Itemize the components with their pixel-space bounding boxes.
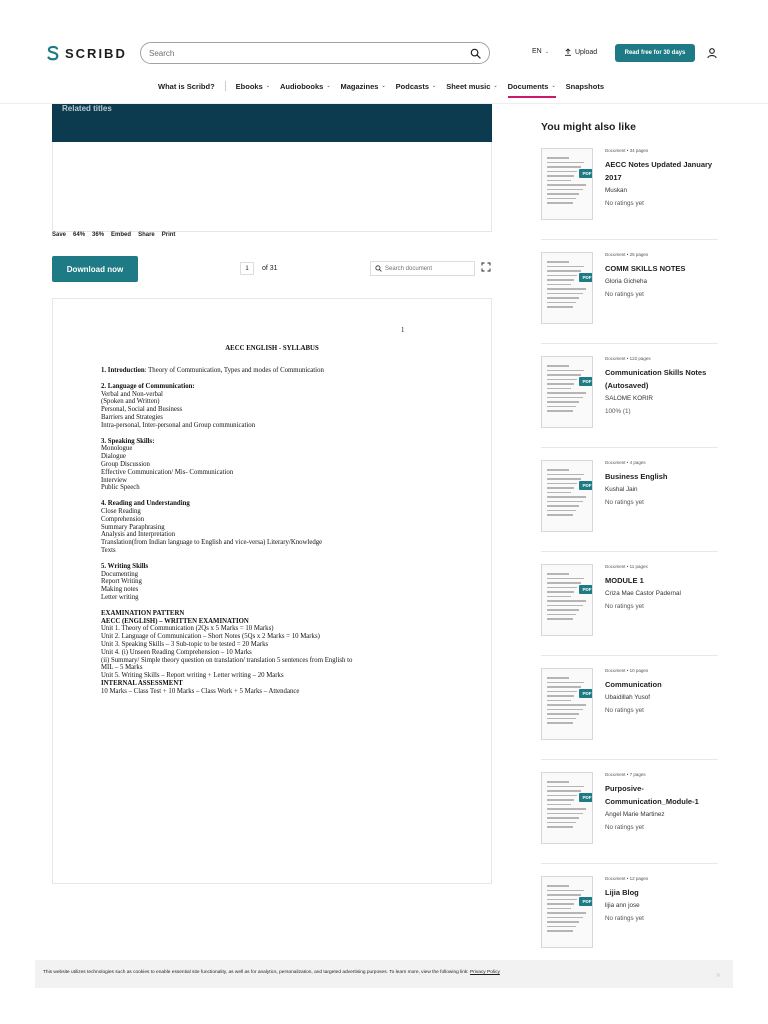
thumbnail-text-lines <box>547 573 587 623</box>
recommendation-item[interactable] <box>541 668 718 772</box>
recommendation-author[interactable]: Ubaidillah Yusof <box>605 694 651 701</box>
recommendation-divider <box>541 551 718 552</box>
document-thumbnail[interactable] <box>541 772 593 844</box>
thumbnail-line <box>547 899 577 901</box>
document-line: AECC (ENGLISH) – WRITTEN EXAMINATION <box>101 617 249 625</box>
document-line: EXAMINATION PATTERN <box>101 609 185 617</box>
thumbnail-line <box>547 302 576 304</box>
nav-item-magazines[interactable] <box>341 82 386 91</box>
recommendation-author[interactable]: Angel Marie Martinez <box>605 811 665 818</box>
thumbnail-text-lines <box>547 157 587 207</box>
thumbnail-line <box>547 682 584 684</box>
recommendation-title[interactable]: MODULE 1 <box>605 576 644 585</box>
read-free-button[interactable]: Read free for 30 days <box>615 44 695 62</box>
thumbnail-line <box>547 908 571 910</box>
thumbnail-text-lines <box>547 261 587 311</box>
document-line: Unit 3. Speaking Skills – 3 Sub-topic to be tested = 20 Marks <box>101 640 269 648</box>
recommendation-author[interactable]: Gloria Gicheha <box>605 278 647 285</box>
recommendation-rating: No ratings yet <box>605 707 644 714</box>
pdf-badge: PDF <box>579 689 593 698</box>
save-button[interactable]: Save <box>52 232 67 238</box>
recommendation-rating: No ratings yet <box>605 824 644 831</box>
recommendation-meta: Document • 11 pages <box>605 564 648 569</box>
cookie-text: This website utilizes technologies such as cookies to enable essential site functionality, as well as for analytics, personalization, and targeted advertising purposes. To learn more, view the following link: <box>43 970 469 975</box>
recommendation-title[interactable]: AECC Notes Updated January 2017 <box>605 160 713 182</box>
document-line: Texts <box>101 546 116 554</box>
pdf-badge: PDF <box>579 169 593 178</box>
thumbnail-line <box>547 279 574 281</box>
thumbnail-line <box>547 781 569 783</box>
thumbnail-line <box>547 921 579 923</box>
thumbnail-line <box>547 474 584 476</box>
thumbnail-line <box>547 297 579 299</box>
thumbnail-line <box>547 379 577 381</box>
document-line: Making notes <box>101 586 139 594</box>
thumbnail-line <box>547 722 573 724</box>
thumbnail-line <box>547 483 577 485</box>
thumbnail-line <box>547 162 584 164</box>
thumbnail-line <box>547 388 571 390</box>
document-line: Verbal and Non-verbal <box>101 390 163 398</box>
document-line: Documenting <box>101 570 138 578</box>
thumbnail-line <box>547 790 581 792</box>
document-line: (ii) Summary/ Simple theory question on translation/ translation 5 sentences from English to <box>101 656 353 664</box>
thumbnail-line <box>547 261 569 263</box>
recommendation-title[interactable]: Communication Skills Notes (Autosaved) <box>605 368 707 390</box>
recommendation-divider <box>541 447 718 448</box>
thumbnail-line <box>547 686 581 688</box>
thumbnail-line <box>547 383 574 385</box>
download-button[interactable]: Download now <box>52 256 138 282</box>
thumbnail-line <box>547 189 583 191</box>
recommendation-meta: Document • 7 pages <box>605 772 646 777</box>
document-title: AECC ENGLISH - SYLLABUS <box>225 345 319 352</box>
scribd-logo-icon <box>46 45 60 61</box>
thumbnail-line <box>547 374 581 376</box>
thumbnail-line <box>547 894 581 896</box>
nav-item-what-is-scribd[interactable] <box>158 82 215 91</box>
recommendation-title[interactable]: Purposive-Communication_Module-1 <box>605 784 699 806</box>
thumbnail-line <box>547 284 571 286</box>
document-line: Unit 4. (i) Unseen Reading Comprehension – 10 Marks <box>101 648 252 656</box>
document-line: Intra-personal, Inter-personal and Group communication <box>101 421 256 429</box>
thumbnail-line <box>547 175 574 177</box>
recommendation-text <box>605 158 720 210</box>
document-thumbnail[interactable] <box>541 460 593 532</box>
recommendation-title[interactable]: Lijia Blog <box>605 888 639 897</box>
thumbnail-line <box>547 704 586 706</box>
thumbnail-line <box>547 885 569 887</box>
document-line: Interview <box>101 476 128 484</box>
thumbnail-line <box>547 410 573 412</box>
paragraph-gap <box>101 375 461 383</box>
nav-item-label: Audiobooks <box>279 81 324 91</box>
chevron-down-icon: ⌄ <box>544 48 549 55</box>
thumbnail-line <box>547 193 579 195</box>
banner-label: Related titles <box>62 104 112 113</box>
embed-button[interactable]: Embed <box>111 232 132 238</box>
main-nav <box>158 81 614 91</box>
recommendation-meta: Document • 4 pages <box>605 460 646 465</box>
thumbnail-line <box>547 804 571 806</box>
chevron-down-icon: ⌄ <box>265 83 270 89</box>
document-line: Unit 2. Language of Communication – Short Notes (5Qs x 2 Marks = 10 Marks) <box>101 633 320 641</box>
thumbnail-line <box>547 401 579 403</box>
recommendation-author[interactable]: Kushal Jain <box>605 486 638 493</box>
page-navigator <box>240 262 278 275</box>
document-line: Letter writing <box>101 593 139 601</box>
chevron-down-icon: ⌄ <box>326 83 331 89</box>
thumbnail-line <box>547 609 579 611</box>
thumbnail-line <box>547 591 574 593</box>
recommendation-divider <box>541 863 718 864</box>
recommendation-title[interactable]: COMM SKILLS NOTES <box>605 264 686 273</box>
recommendation-title[interactable]: Business English <box>605 472 668 481</box>
recommendation-author[interactable]: Muskan <box>605 187 628 194</box>
recommendation-rating: No ratings yet <box>605 915 644 922</box>
thumbnail-text-lines <box>547 677 587 727</box>
thumbnail-line <box>547 587 577 589</box>
thumbnail-line <box>547 492 571 494</box>
pdf-badge: PDF <box>579 481 593 490</box>
thumbnail-line <box>547 487 574 489</box>
thumbnail-line <box>547 514 573 516</box>
recommendation-rating: No ratings yet <box>605 499 644 506</box>
recommendation-divider <box>541 239 718 240</box>
nav-item-sheet-music[interactable] <box>446 82 497 91</box>
related-titles-banner <box>52 104 492 142</box>
thumbnail-line <box>547 826 573 828</box>
recommendation-divider <box>541 759 718 760</box>
pdf-badge: PDF <box>579 273 593 282</box>
thumbnail-text-lines <box>547 781 587 831</box>
thumbnail-line <box>547 184 586 186</box>
recommendation-text <box>605 366 720 418</box>
document-search-placeholder: Search document <box>385 265 433 272</box>
document-thumbnail[interactable] <box>541 876 593 948</box>
recommendation-rating: No ratings yet <box>605 200 644 207</box>
document-line: Monologue <box>101 445 133 453</box>
thumbnail-line <box>547 596 571 598</box>
thumbnail-line <box>547 605 583 607</box>
document-line: Report Writing <box>101 578 142 586</box>
recommendation-author[interactable]: SALOME KORIR <box>605 395 653 402</box>
document-line: Group Discussion <box>101 460 150 468</box>
thumbnail-line <box>547 275 577 277</box>
pdf-badge: PDF <box>579 897 593 906</box>
fullscreen-icon[interactable] <box>481 262 491 272</box>
nav-divider <box>225 81 226 91</box>
thumbnail-line <box>547 786 584 788</box>
thumbnail-line <box>547 614 576 616</box>
thumbnail-line <box>547 691 577 693</box>
recommendation-meta: Document • 34 pages <box>605 148 649 153</box>
nav-item-label: Ebooks <box>235 81 263 91</box>
recommendation-item[interactable] <box>541 148 718 252</box>
thumbnail-line <box>547 912 586 914</box>
chevron-down-icon: ⌄ <box>551 83 556 89</box>
document-line: Analysis and Interpretation <box>101 531 175 539</box>
document-thumbnail[interactable] <box>541 356 593 428</box>
document-line <box>101 367 461 375</box>
search-placeholder: Search <box>149 48 175 58</box>
chevron-down-icon: ⌄ <box>493 83 498 89</box>
thumbnail-line <box>547 306 573 308</box>
recommendation-item[interactable] <box>541 356 718 460</box>
thumbnail-line <box>547 166 581 168</box>
document-line: Barriers and Strategies <box>101 413 163 421</box>
document-line: (Spoken and Written) <box>101 398 160 406</box>
pdf-badge: PDF <box>579 377 593 386</box>
chevron-down-icon: ⌄ <box>381 83 386 89</box>
recommendation-meta: Document • 12 pages <box>605 876 649 881</box>
document-line-heading: 1. Introduction <box>101 367 145 374</box>
recommendation-divider <box>541 343 718 344</box>
document-page <box>52 298 492 884</box>
nav-item-label: What is Scribd? <box>158 81 215 91</box>
thumbnail-text-lines <box>547 365 587 415</box>
downvote-percent[interactable]: 36% <box>92 232 105 238</box>
thumbnail-line <box>547 822 576 824</box>
pdf-badge: PDF <box>579 793 593 802</box>
recommendation-meta: Document • 10 pages <box>605 668 649 673</box>
scribd-logo[interactable] <box>46 45 127 61</box>
thumbnail-line <box>547 618 573 620</box>
document-line: INTERNAL ASSESSMENT <box>101 679 183 687</box>
nav-item-label: Podcasts <box>395 81 430 91</box>
upload-button[interactable] <box>564 48 597 56</box>
paragraph-gap <box>101 430 461 438</box>
pdf-badge: PDF <box>579 585 593 594</box>
recommendation-title[interactable]: Communication <box>605 680 662 689</box>
document-line: Public Speech <box>101 484 140 492</box>
recommendation-item[interactable] <box>541 564 718 668</box>
thumbnail-line <box>547 370 584 372</box>
thumbnail-line <box>547 713 579 715</box>
document-line: Translation(from Indian language to English and vice-versa) Literary/Knowledge <box>101 539 323 547</box>
language-label: EN <box>532 48 542 55</box>
privacy-policy-link[interactable]: Privacy Policy <box>469 970 500 975</box>
thumbnail-line <box>547 406 576 408</box>
thumbnail-text-lines <box>547 885 587 935</box>
thumbnail-line <box>547 700 571 702</box>
nav-item-ebooks[interactable] <box>236 82 270 91</box>
thumbnail-line <box>547 917 583 919</box>
page-total: of 31 <box>262 265 278 272</box>
language-selector[interactable] <box>532 48 549 55</box>
thumbnail-line <box>547 180 571 182</box>
thumbnail-line <box>547 505 579 507</box>
document-thumbnail[interactable] <box>541 148 593 220</box>
recommendation-rating: No ratings yet <box>605 603 644 610</box>
thumbnail-line <box>547 890 584 892</box>
recommendation-text <box>605 678 720 717</box>
recommendation-meta: Document • 122 pages <box>605 356 651 361</box>
paragraph-gap <box>101 492 461 500</box>
recommendation-meta: Document • 25 pages <box>605 252 649 257</box>
document-line: Unit 5. Writing Skills – Report writing + Letter writing – 20 Marks <box>101 672 284 680</box>
document-line: Summary Paraphrasing <box>101 523 165 531</box>
thumbnail-line <box>547 677 569 679</box>
thumbnail-line <box>547 808 586 810</box>
related-titles-panel <box>52 142 492 232</box>
thumbnail-line <box>547 270 581 272</box>
document-line: Unit 1. Theory of Communication (2Qs x 5 Marks = 10 Marks) <box>101 625 274 633</box>
thumbnail-line <box>547 578 584 580</box>
print-button[interactable]: Print <box>161 232 176 238</box>
document-actions <box>52 232 175 238</box>
document-line: Comprehension <box>101 515 145 523</box>
search-icon <box>375 265 382 272</box>
recommendation-author[interactable]: Criza Mae Castor Padernal <box>605 590 681 597</box>
thumbnail-line <box>547 813 583 815</box>
document-line-text: : Theory of Communication, Types and modes of Communication <box>144 367 324 374</box>
recommendation-rating: No ratings yet <box>605 291 644 298</box>
paragraph-gap <box>101 555 461 563</box>
thumbnail-line <box>547 600 586 602</box>
thumbnail-line <box>547 799 574 801</box>
thumbnail-line <box>547 288 586 290</box>
thumbnail-line <box>547 293 583 295</box>
nav-item-audiobooks[interactable] <box>280 82 331 91</box>
thumbnail-line <box>547 510 576 512</box>
thumbnail-line <box>547 501 583 503</box>
recommendation-text <box>605 886 720 925</box>
nav-item-label: Sheet music <box>446 81 491 91</box>
document-line: 3. Speaking Skills: <box>101 437 155 445</box>
chevron-down-icon: ⌄ <box>432 83 437 89</box>
document-search-input[interactable] <box>370 261 475 276</box>
document-line: 4. Reading and Understanding <box>101 500 190 508</box>
document-body <box>101 367 461 695</box>
thumbnail-line <box>547 397 583 399</box>
thumbnail-line <box>547 365 569 367</box>
document-line: MIL – 5 Marks <box>101 664 143 672</box>
thumbnail-line <box>547 709 583 711</box>
document-page-number: 1 <box>401 327 405 334</box>
thumbnail-line <box>547 478 581 480</box>
document-line: Personal, Social and Business <box>101 406 183 414</box>
paragraph-gap <box>101 602 461 610</box>
document-line: Effective Communication/ Mis- Communication <box>101 468 234 476</box>
nav-item-label: Documents <box>507 81 549 91</box>
document-line: Dialogue <box>101 453 126 461</box>
thumbnail-line <box>547 469 569 471</box>
recommendation-item[interactable] <box>541 772 718 876</box>
recommendation-text <box>605 262 720 301</box>
upload-label: Upload <box>575 48 598 56</box>
recommendation-item[interactable] <box>541 460 718 564</box>
thumbnail-text-lines <box>547 469 587 519</box>
nav-item-label: Snapshots <box>565 81 604 91</box>
thumbnail-line <box>547 202 573 204</box>
document-thumbnail[interactable] <box>541 564 593 636</box>
thumbnail-line <box>547 930 573 932</box>
recommendation-rating: 100% (1) <box>605 408 631 415</box>
search-icon[interactable] <box>470 48 481 59</box>
share-button[interactable]: Share <box>138 232 155 238</box>
document-line: 2. Language of Communication: <box>101 382 195 390</box>
thumbnail-line <box>547 198 576 200</box>
thumbnail-line <box>547 392 586 394</box>
sidebar-title: You might also like <box>541 121 636 133</box>
thumbnail-line <box>547 157 569 159</box>
thumbnail-line <box>547 903 574 905</box>
document-line: 10 Marks – Class Test + 10 Marks – Class Work + 5 Marks – Attendance <box>101 687 300 695</box>
document-line: 5. Writing Skills <box>101 562 149 570</box>
thumbnail-line <box>547 718 576 720</box>
recommendation-text <box>605 782 720 834</box>
logo-text: SCRIBD <box>65 45 127 61</box>
thumbnail-line <box>547 795 577 797</box>
nav-item-documents[interactable] <box>508 82 556 91</box>
document-line: Close Reading <box>101 507 141 515</box>
thumbnail-line <box>547 926 576 928</box>
thumbnail-line <box>547 171 577 173</box>
recommendation-item[interactable] <box>541 252 718 356</box>
upload-icon <box>564 48 572 56</box>
thumbnail-line <box>547 695 574 697</box>
thumbnail-line <box>547 266 584 268</box>
cookie-banner <box>35 960 733 988</box>
upvote-percent[interactable]: 64% <box>73 232 86 238</box>
user-icon[interactable] <box>706 47 718 59</box>
search-input[interactable] <box>140 42 490 64</box>
thumbnail-line <box>547 582 581 584</box>
recommendation-text <box>605 574 720 613</box>
recommendation-text <box>605 470 720 509</box>
nav-item-podcasts[interactable] <box>396 82 437 91</box>
thumbnail-line <box>547 496 586 498</box>
document-thumbnail[interactable] <box>541 668 593 740</box>
recommendation-divider <box>541 655 718 656</box>
recommendation-author[interactable]: lijia ann jose <box>605 902 640 909</box>
thumbnail-line <box>547 817 579 819</box>
document-thumbnail[interactable] <box>541 252 593 324</box>
nav-item-label: Magazines <box>340 81 379 91</box>
close-icon[interactable]: × <box>715 970 721 980</box>
nav-item-snapshots[interactable] <box>566 82 604 91</box>
thumbnail-line <box>547 573 569 575</box>
page-number-input[interactable]: 1 <box>240 262 254 275</box>
top-bar <box>0 0 768 104</box>
